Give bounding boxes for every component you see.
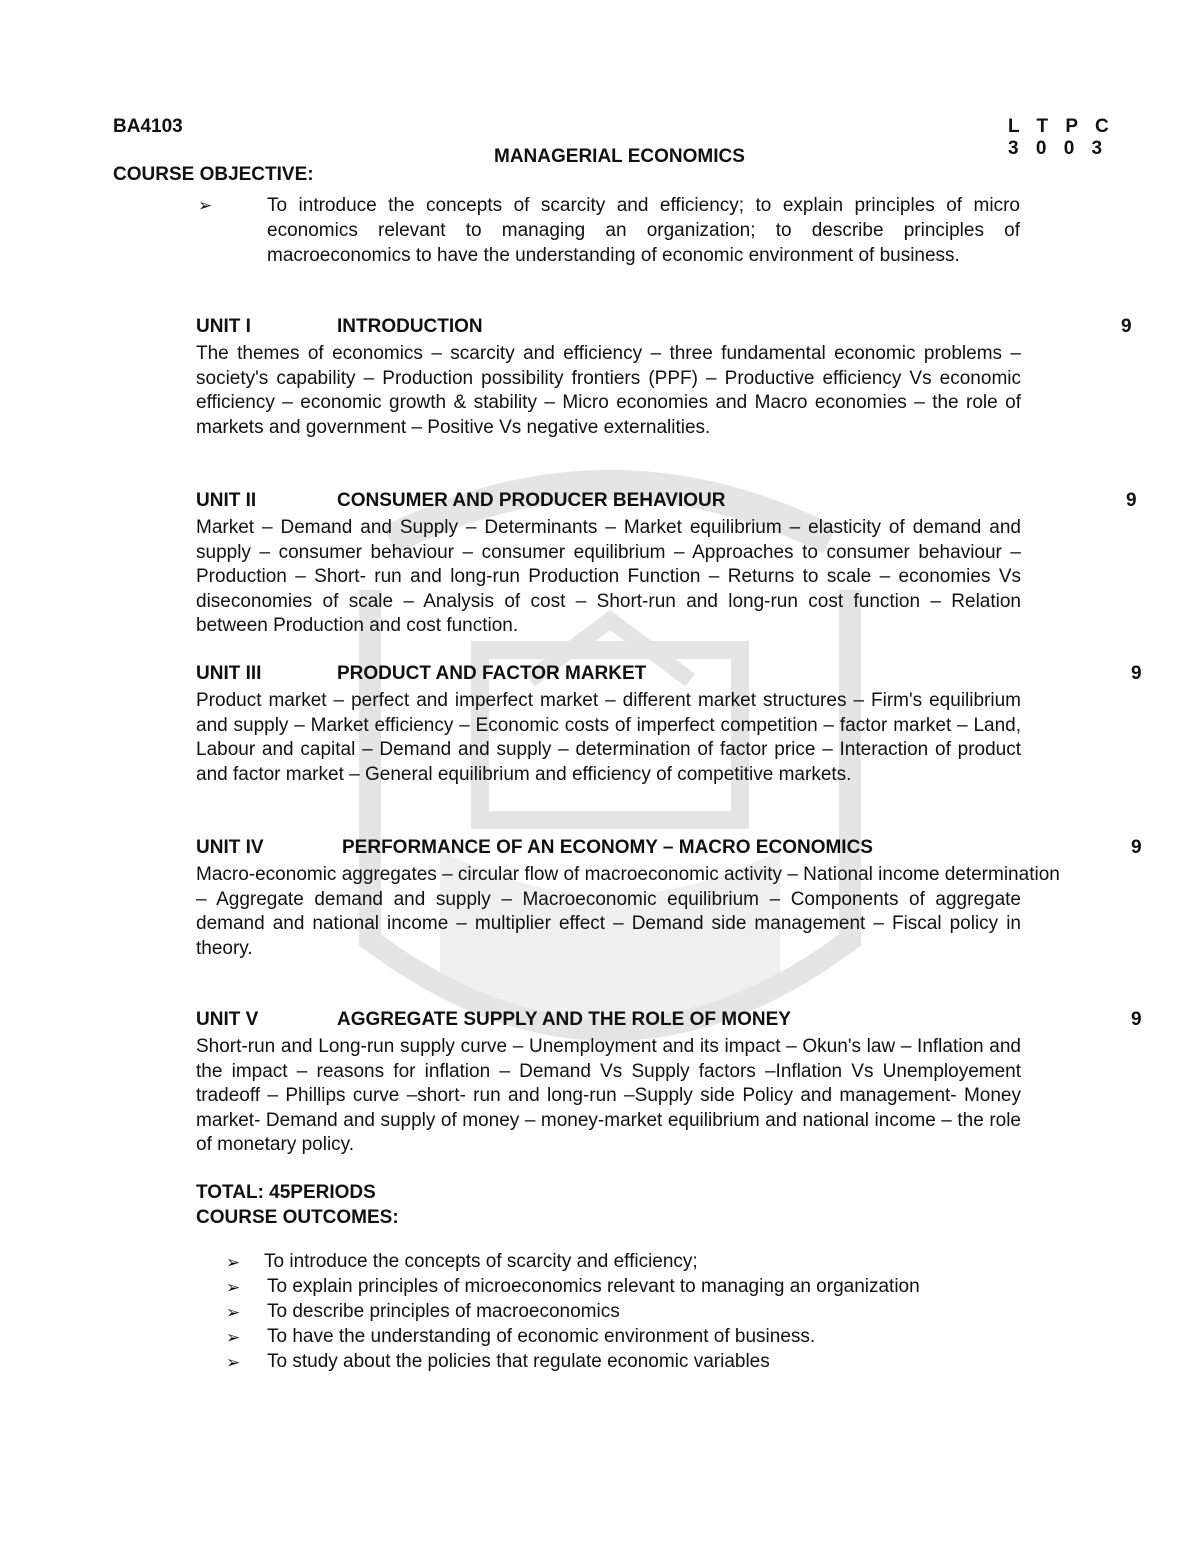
unit-number: UNIT II xyxy=(196,490,257,511)
course-objective-heading: COURSE OBJECTIVE: xyxy=(113,164,314,185)
outcome-text: To study about the policies that regulate economic variables xyxy=(267,1351,770,1372)
unit-title: INTRODUCTION xyxy=(337,316,483,337)
ltpc-labels: L T P C xyxy=(1008,116,1115,137)
course-title: MANAGERIAL ECONOMICS xyxy=(494,146,745,167)
unit-title: AGGREGATE SUPPLY AND THE ROLE OF MONEY xyxy=(337,1009,791,1030)
unit-syllabus-text: Market – Demand and Supply – Determinants – Market equilibrium – elasticity of demand and supply – consumer behaviour – consumer equilibrium – Approaches to consumer behaviour – Production – Short- run and long-run Production Function – Returns to scale – economies Vs diseconomies of scale – Analysis of cost – Short-run and long-run cost function – Relation between Production and cost function. xyxy=(196,517,1021,637)
arrow-bullet-icon: ➢ xyxy=(226,1353,241,1372)
unit-1-section xyxy=(196,316,1146,440)
unit-title: PERFORMANCE OF AN ECONOMY – MACRO ECONOMICS xyxy=(342,837,873,858)
unit-number: UNIT III xyxy=(196,663,262,684)
unit-number: UNIT IV xyxy=(196,837,264,858)
unit-syllabus-text-intro: Macro-economic aggregates – circular flow of macroeconomic activity – National income determination xyxy=(196,864,1060,885)
arrow-bullet-icon: ➢ xyxy=(226,1253,241,1272)
ltpc-block xyxy=(1008,116,1115,160)
arrow-bullet-icon: ➢ xyxy=(226,1278,241,1297)
unit-4-section xyxy=(196,837,1146,961)
unit-2-section xyxy=(196,490,1146,639)
arrow-bullet-icon: ➢ xyxy=(198,196,213,215)
unit-hours: 9 xyxy=(1131,1009,1142,1030)
unit-5-section xyxy=(196,1009,1146,1158)
unit-syllabus-text: – Aggregate demand and supply – Macroeconomic equilibrium – Components of aggregate demand and national income – multiplier effect – Demand side management – Fiscal policy in theory. xyxy=(196,888,1021,959)
unit-3-section xyxy=(196,663,1146,787)
course-code: BA4103 xyxy=(113,116,183,137)
unit-title: CONSUMER AND PRODUCER BEHAVIOUR xyxy=(337,490,726,511)
unit-hours: 9 xyxy=(1121,316,1132,337)
arrow-bullet-icon: ➢ xyxy=(226,1303,241,1322)
outcome-text: To describe principles of macroeconomics xyxy=(267,1301,620,1322)
unit-number: UNIT I xyxy=(196,316,251,337)
unit-syllabus-text: Short-run and Long-run supply curve – Unemployment and its impact – Okun's law – Inflation and the impact – reasons for inflation – Demand Vs Supply factors –Inflation Vs Unemployement tradeoff – Phillips curve –short- run and long-run –Supply side Policy and management- Money market- Demand and supply of money – money-market equilibrium and national income – the role of monetary policy. xyxy=(196,1036,1021,1156)
outcome-text: To explain principles of microeconomics relevant to managing an organization xyxy=(267,1276,920,1297)
unit-number: UNIT V xyxy=(196,1009,259,1030)
unit-hours: 9 xyxy=(1131,663,1142,684)
unit-hours: 9 xyxy=(1126,490,1137,511)
unit-syllabus-text: Product market – perfect and imperfect market – different market structures – Firm's equilibrium and supply – Market efficiency – Economic costs of imperfect competition – factor market – Land, Labour and capital – Demand and supply – determination of factor price – Interaction of product and factor market – General equilibrium and efficiency of competitive markets. xyxy=(196,690,1021,785)
outcome-text: To have the understanding of economic environment of business. xyxy=(267,1326,816,1347)
unit-title: PRODUCT AND FACTOR MARKET xyxy=(337,663,647,684)
arrow-bullet-icon: ➢ xyxy=(226,1328,241,1347)
total-periods: TOTAL: 45PERIODS xyxy=(196,1182,376,1203)
outcome-text: To introduce the concepts of scarcity and efficiency; xyxy=(264,1251,698,1272)
course-objective-text: To introduce the concepts of scarcity and efficiency; to explain principles of micro economics relevant to managing an organization; to describe principles of macroeconomics to have the understanding of economic environment of business. xyxy=(267,195,1020,266)
unit-syllabus-text: The themes of economics – scarcity and efficiency – three fundamental economic problems – society's capability – Production possibility frontiers (PPF) – Productive efficiency Vs economic efficiency – economic growth & stability – Micro economies and Macro economies – the role of markets and government – Positive Vs negative externalities. xyxy=(196,343,1021,438)
ltpc-values: 3 0 0 3 xyxy=(1008,138,1109,159)
course-outcomes-heading: COURSE OUTCOMES: xyxy=(196,1207,399,1228)
unit-hours: 9 xyxy=(1131,837,1142,858)
